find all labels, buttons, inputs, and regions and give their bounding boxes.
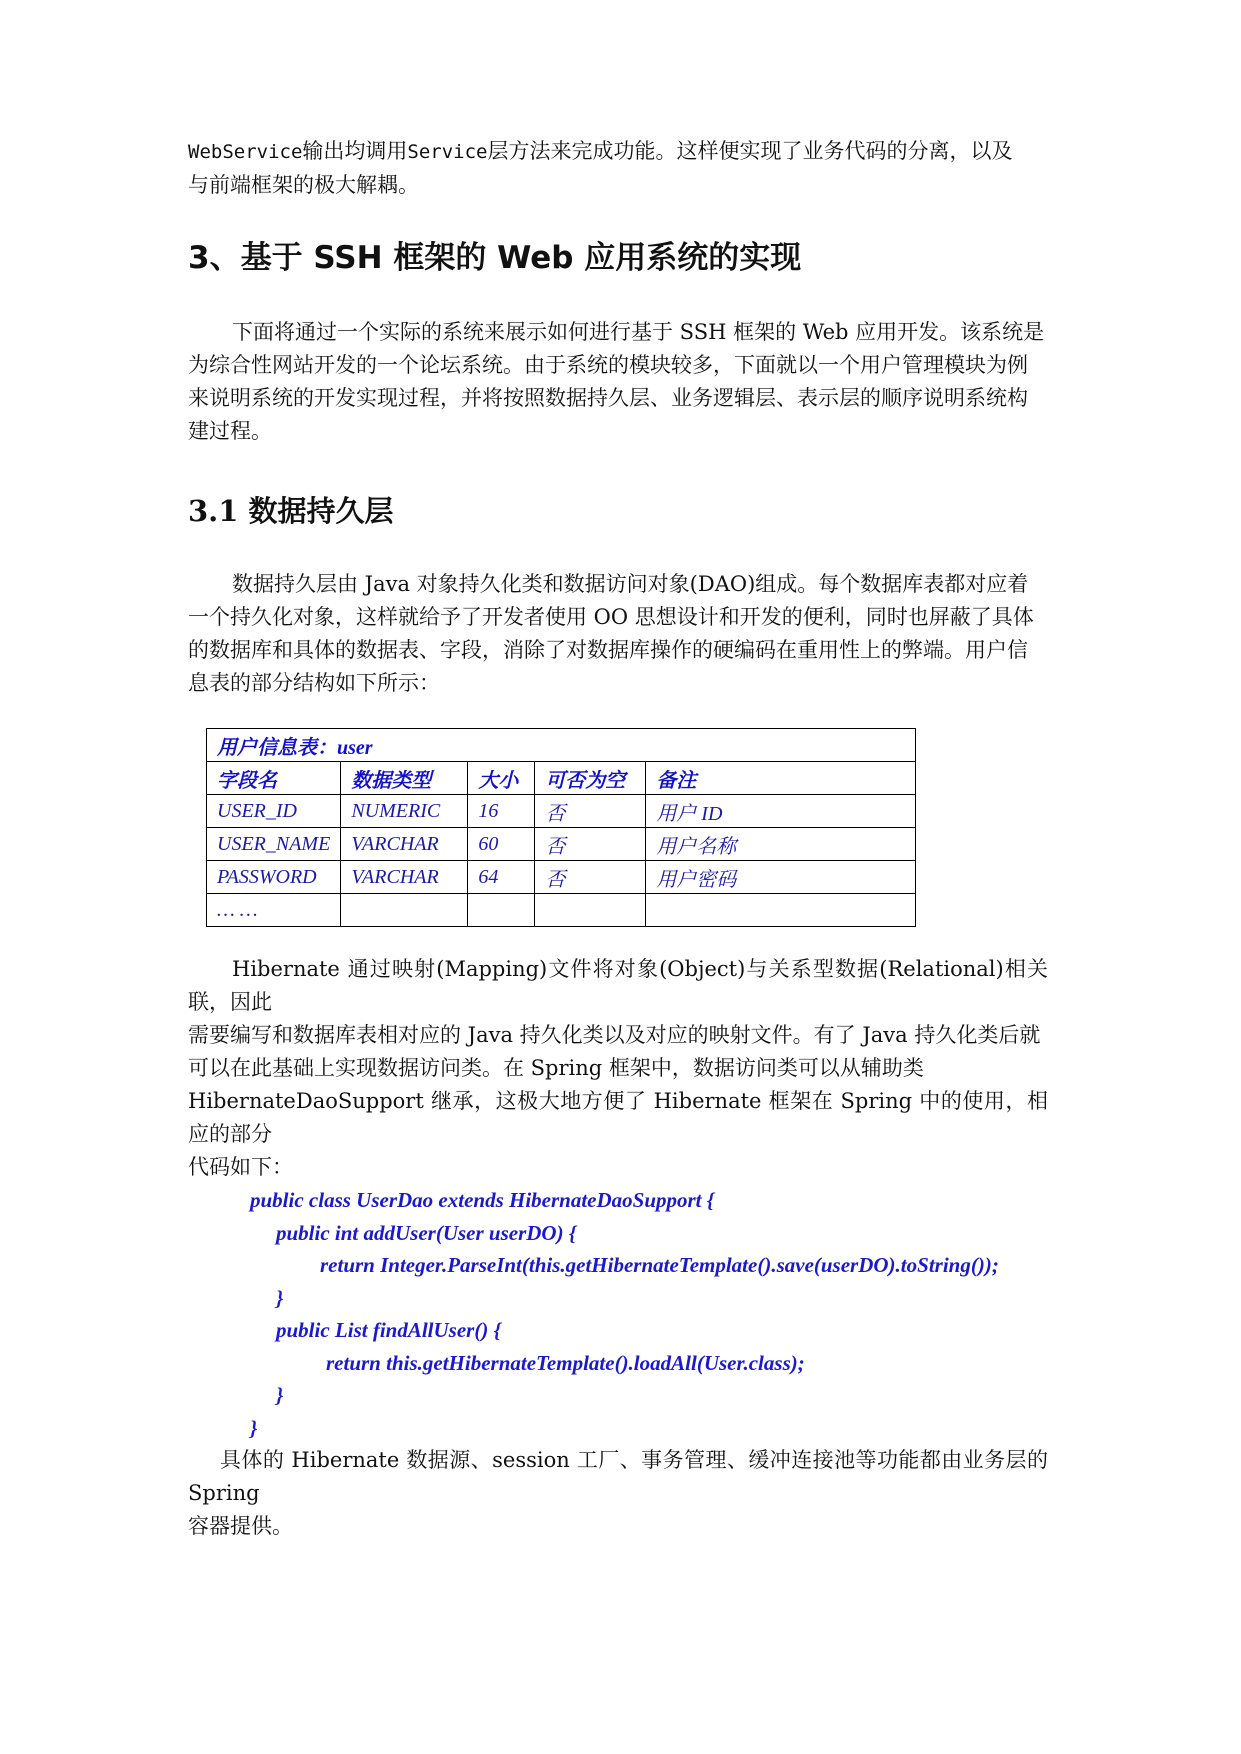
table-cell bbox=[468, 894, 535, 927]
code-line: public int addUser(User userDO) { bbox=[276, 1220, 577, 1245]
text-line: Hibernate 通过映射(Mapping)文件将对象(Object)与关系型数据(Relational)相关联，因此 bbox=[188, 957, 1048, 1014]
text-fragment: 层方法来完成功能。这样便实现了业务代码的分离，以及 bbox=[487, 139, 1013, 163]
table-cell: 用户名称 bbox=[646, 828, 916, 861]
text-line: 与前端框架的极大解耦。 bbox=[188, 173, 419, 197]
text-line: 代码如下： bbox=[188, 1155, 293, 1179]
text-line: 具体的 Hibernate 数据源、session 工厂、事务管理、缓冲连接池等功能都由业务层的 Spring bbox=[188, 1448, 1048, 1505]
text-line: 容器提供。 bbox=[188, 1514, 293, 1538]
table-cell bbox=[341, 894, 468, 927]
table-cell: 否 bbox=[535, 795, 646, 828]
table-cell: 60 bbox=[468, 828, 535, 861]
text-line: 下面将通过一个实际的系统来展示如何进行基于 SSH 框架的 Web 应用开发。该系统是 bbox=[232, 320, 1045, 344]
subsection-heading: 3.1 数据持久层 bbox=[188, 494, 394, 528]
table-row bbox=[207, 894, 916, 927]
code-line: return this.getHibernateTemplate().loadAll(User.class); bbox=[326, 1350, 805, 1375]
table-header-cell: 数据类型 bbox=[341, 762, 468, 795]
table-caption: 用户信息表：user bbox=[207, 729, 916, 762]
code-block bbox=[188, 1184, 1048, 1444]
table-row bbox=[207, 828, 916, 861]
table-cell: 否 bbox=[535, 828, 646, 861]
table-cell: NUMERIC bbox=[341, 795, 468, 828]
table-cell: 64 bbox=[468, 861, 535, 894]
table-cell: 用户 ID bbox=[646, 795, 916, 828]
text-line: HibernateDaoSupport 继承，这极大地方便了 Hibernate 框架在 Spring 中的使用，相应的部分 bbox=[188, 1089, 1048, 1146]
paragraph-dao bbox=[188, 568, 1048, 700]
table-cell: PASSWORD bbox=[207, 861, 341, 894]
table-cell bbox=[646, 894, 916, 927]
table-header-cell: 字段名 bbox=[207, 762, 341, 795]
paragraph-top bbox=[188, 135, 1048, 202]
table-cell bbox=[535, 894, 646, 927]
code-line: public class UserDao extends HibernateDaoSupport { bbox=[250, 1188, 715, 1212]
text-fragment: 输出均调用 bbox=[302, 139, 408, 163]
table-cell: 16 bbox=[468, 795, 535, 828]
text-line: 需要编写和数据库表相对应的 Java 持久化类以及对应的映射文件。有了 Java 持久化类后就 bbox=[188, 1023, 1041, 1047]
table-header-cell: 可否为空 bbox=[535, 762, 646, 795]
table-cell: VARCHAR bbox=[341, 828, 468, 861]
paragraph-end bbox=[188, 1444, 1048, 1543]
table-cell: VARCHAR bbox=[341, 861, 468, 894]
text-line: 息表的部分结构如下所示： bbox=[188, 671, 440, 695]
text-webservice: WebService bbox=[188, 141, 303, 163]
document-page bbox=[188, 139, 1048, 1543]
user-info-table bbox=[206, 728, 916, 927]
text-line: 一个持久化对象，这样就给予了开发者使用 OO 思想设计和开发的便利，同时也屏蔽了具体 bbox=[188, 605, 1034, 629]
table-row bbox=[207, 861, 916, 894]
text-line: 可以在此基础上实现数据访问类。在 Spring 框架中，数据访问类可以从辅助类 bbox=[188, 1056, 924, 1080]
text-service: Service bbox=[407, 141, 488, 163]
paragraph-intro bbox=[188, 316, 1048, 448]
table-header-row bbox=[207, 762, 916, 795]
code-line: } bbox=[276, 1383, 284, 1407]
table-header-cell: 备注 bbox=[646, 762, 916, 795]
code-line: public List findAllUser() { bbox=[276, 1318, 501, 1342]
paragraph-hibernate bbox=[188, 953, 1048, 1184]
code-line: } bbox=[276, 1285, 284, 1310]
table-cell: … … bbox=[207, 894, 341, 927]
text-line: 为综合性网站开发的一个论坛系统。由于系统的模块较多，下面就以一个用户管理模块为例 bbox=[188, 353, 1028, 377]
table-cell: 用户密码 bbox=[646, 861, 916, 894]
table-cell: USER_ID bbox=[207, 795, 341, 828]
text-line: 建过程。 bbox=[188, 419, 272, 443]
table-cell: USER_NAME bbox=[207, 828, 341, 861]
table-caption-row bbox=[207, 729, 916, 762]
table-header-cell: 大小 bbox=[468, 762, 535, 795]
code-line: } bbox=[250, 1415, 258, 1440]
section-heading: 3、基于 SSH 框架的 Web 应用系统的实现 bbox=[188, 240, 802, 276]
text-line: 数据持久层由 Java 对象持久化类和数据访问对象(DAO)组成。每个数据库表都对应着 bbox=[232, 572, 1029, 596]
table-row bbox=[207, 795, 916, 828]
text-line: 来说明系统的开发实现过程，并将按照数据持久层、业务逻辑层、表示层的顺序说明系统构 bbox=[188, 386, 1028, 410]
table-cell: 否 bbox=[535, 861, 646, 894]
text-line: 的数据库和具体的数据表、字段，消除了对数据库操作的硬编码在重用性上的弊端。用户信 bbox=[188, 638, 1028, 662]
code-line: return Integer.ParseInt(this.getHibernateTemplate().save(userDO).toString()); bbox=[320, 1253, 999, 1277]
